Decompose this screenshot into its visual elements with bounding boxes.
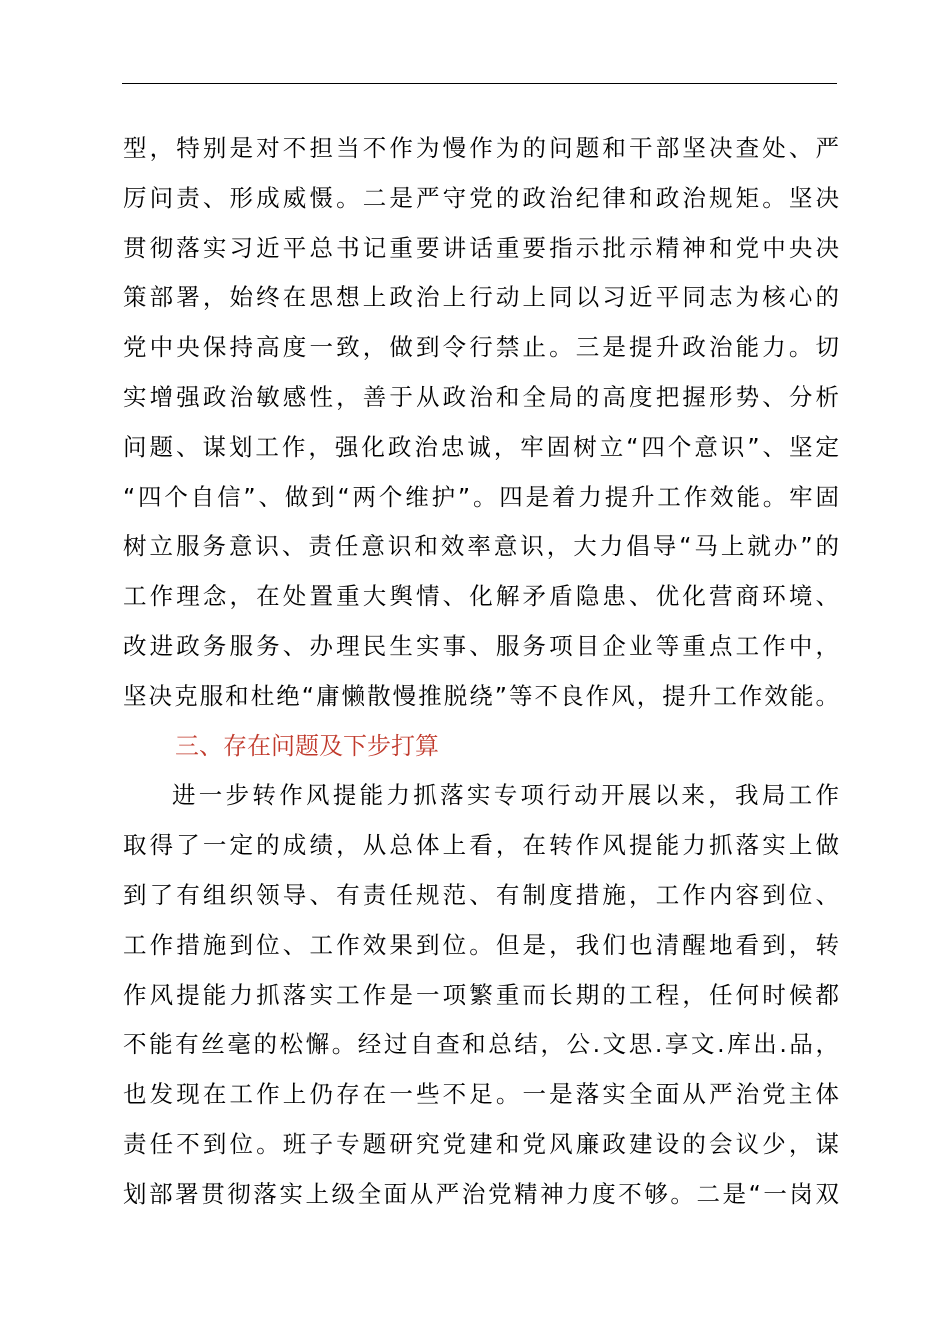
document-body [123,124,839,1220]
body-line-2: 厉问责、形成威慑。二是严守党的政治纪律和政治规矩。坚决 [123,183,839,212]
body-line-9: 树立服务意识、责任意识和效率意识，大力倡导“马上就办”的 [123,532,839,561]
body-line-17: 工作措施到位、工作效果到位。但是，我们也清醒地看到，转 [123,930,839,959]
body-line-18: 作风提能力抓落实工作是一项繁重而长期的工程，任何时候都 [123,980,839,1009]
body-line-19: 不能有丝毫的松懈。经过自查和总结，公.文思.享文.库出.品， [123,1030,839,1059]
body-line-3: 贯彻落实习近平总书记重要讲话重要指示批示精神和党中央决 [123,233,839,262]
body-line-8: “四个自信”、做到“两个维护”。四是着力提升工作效能。牢固 [123,482,839,511]
body-line-4: 策部署，始终在思想上政治上行动上同以习近平同志为核心的 [123,283,839,312]
body-line-20: 也发现在工作上仍存在一些不足。一是落实全面从严治党主体 [123,1080,839,1109]
body-line-10: 工作理念，在处置重大舆情、化解矛盾隐患、优化营商环境、 [123,582,839,611]
body-line-12: 坚决克服和杜绝“庸懒散慢推脱绕”等不良作风，提升工作效能。 [123,681,839,710]
body-line-15: 取得了一定的成绩，从总体上看，在转作风提能力抓落实上做 [123,831,839,860]
body-line-7: 问题、谋划工作，强化政治忠诚，牢固树立“四个意识”、坚定 [123,432,839,461]
body-line-21: 责任不到位。班子专题研究党建和党风廉政建设的会议少，谋 [123,1129,839,1158]
header-rule [122,83,837,84]
body-line-1: 型，特别是对不担当不作为慢作为的问题和干部坚决查处、严 [123,134,839,162]
section-heading: 三、存在问题及下步打算 [175,731,439,760]
body-line-11: 改进政务服务、办理民生实事、服务项目企业等重点工作中， [123,631,839,660]
body-line-22: 划部署贯彻落实上级全面从严治党精神力度不够。二是“一岗双 [123,1179,839,1208]
body-line-14: 进一步转作风提能力抓落实专项行动开展以来，我局工作 [172,781,839,810]
body-line-5: 党中央保持高度一致，做到令行禁止。三是提升政治能力。切 [123,333,839,362]
body-line-6: 实增强政治敏感性，善于从政治和全局的高度把握形势、分析 [123,382,839,411]
body-line-16: 到了有组织领导、有责任规范、有制度措施，工作内容到位、 [123,880,839,909]
